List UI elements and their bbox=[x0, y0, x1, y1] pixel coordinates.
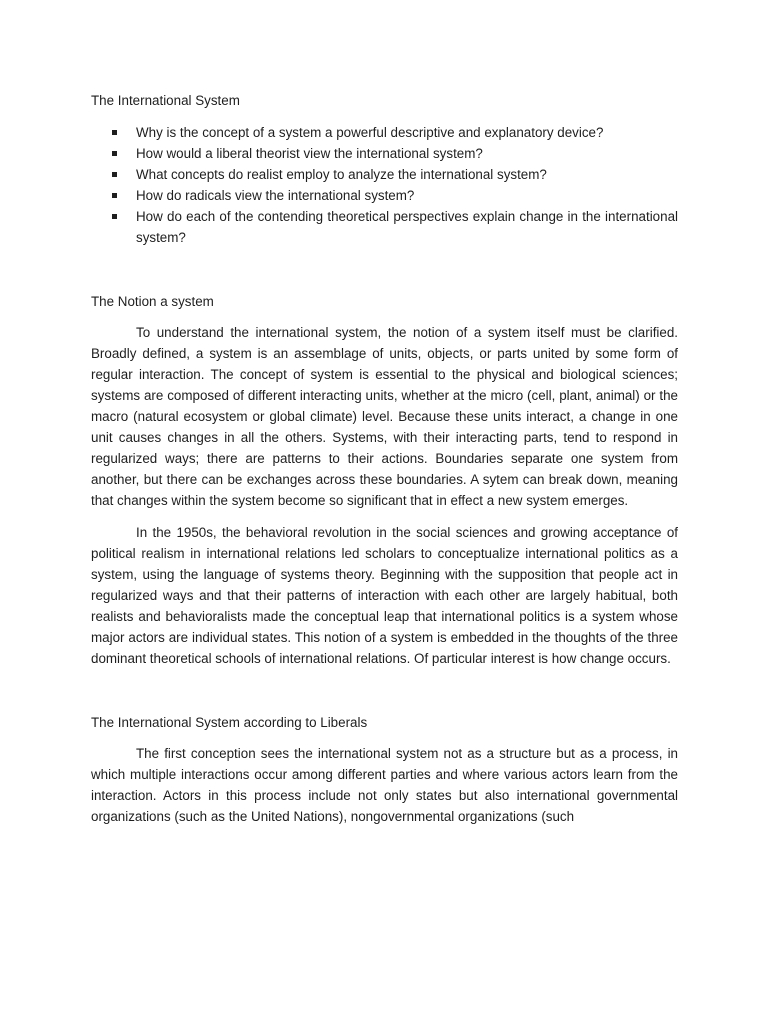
question-list bbox=[91, 122, 678, 248]
list-item bbox=[91, 164, 678, 185]
paragraph: In the 1950s, the behavioral revolution in the social sciences and growing acceptance of political realism in international relations led scholars to conceptualize international politics as a system, using the language of systems theory. Beginning with the supposition that people act in regularized ways and that their patterns of interaction with each other are largely habitual, both realists and behavioralists made the conceptual leap that international politics is a system whose major actors are individual states. This notion of a system is embedded in the thoughts of the three dominant theoretical schools of international relations. Of particular interest is how change occurs. bbox=[91, 525, 678, 666]
list-item bbox=[91, 143, 678, 164]
question-text: How would a liberal theorist view the international system? bbox=[136, 146, 483, 161]
paragraph: To understand the international system, the notion of a system itself must be clarified. Broadly defined, a system is an assemblage of units, objects, or parts united by some form of regular interaction. The concept of system is essential to the physical and biological sciences; systems are composed of different interacting units, whether at the micro (cell, plant, animal) or the macro (natural ecosystem or global climate) level. Because these units interact, a change in one unit causes changes in all the others. Systems, with their interacting parts, tend to respond in regularized ways; there are patterns to their actions. Boundaries separate one system from another, but there can be exchanges across these boundaries. A sytem can break down, meaning that changes within the system become so significant that in effect a new system emerges. bbox=[91, 325, 678, 508]
document-body bbox=[91, 90, 678, 827]
square-bullet-icon bbox=[112, 130, 117, 135]
paragraph: The first conception sees the international system not as a structure but as a process, in which multiple interactions occur among different parties and where various actors learn from the interaction. Actors in this process include not only states but also international governmental organizations (such as the United Nations), nongovernmental organizations (such bbox=[91, 746, 678, 824]
question-text: How do each of the contending theoretical perspectives explain change in the international system? bbox=[136, 209, 678, 245]
list-item bbox=[91, 122, 678, 143]
question-text: How do radicals view the international system? bbox=[136, 188, 415, 203]
question-text: What concepts do realist employ to analyze the international system? bbox=[136, 167, 547, 182]
document-title: The International System bbox=[91, 93, 240, 108]
question-text: Why is the concept of a system a powerful descriptive and explanatory device? bbox=[136, 125, 604, 140]
list-item bbox=[91, 206, 678, 248]
square-bullet-icon bbox=[112, 214, 117, 219]
square-bullet-icon bbox=[112, 172, 117, 177]
section-heading-notion: The Notion a system bbox=[91, 294, 214, 309]
list-item bbox=[91, 185, 678, 206]
square-bullet-icon bbox=[112, 193, 117, 198]
square-bullet-icon bbox=[112, 151, 117, 156]
section-heading-liberals: The International System according to Liberals bbox=[91, 715, 368, 730]
